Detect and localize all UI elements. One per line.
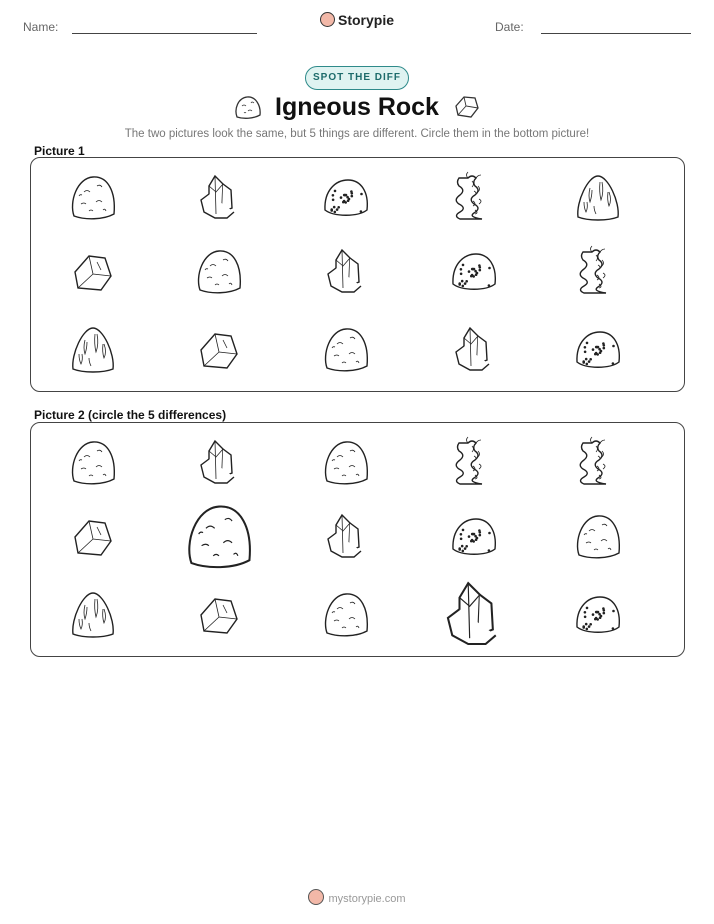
storypie-mascot-icon <box>308 889 324 905</box>
p2-spotted-cone-icon[interactable] <box>73 593 113 637</box>
p1-dotted-icon <box>577 332 619 367</box>
p2-crystal-icon[interactable] <box>201 441 234 483</box>
pebble-icon <box>453 94 481 120</box>
p1-granite-icon <box>199 251 241 293</box>
p2-crystal-icon[interactable] <box>328 515 361 557</box>
picture1-panel <box>30 157 685 392</box>
p1-dotted-icon <box>325 180 367 215</box>
picture2-label: Picture 2 (circle the 5 differences) <box>34 408 227 422</box>
p2-pebble-icon[interactable] <box>75 521 111 555</box>
p2-dotted-icon[interactable] <box>453 519 495 554</box>
p1-lava-icon <box>580 246 606 293</box>
footer <box>0 889 714 905</box>
p2-granite-large-icon[interactable] <box>189 506 250 567</box>
date-label: Date: <box>495 20 524 34</box>
p2-granite-icon[interactable] <box>73 442 115 484</box>
picture1-label: Picture 1 <box>34 144 85 158</box>
footer-url[interactable]: mystorypie.com <box>328 893 406 905</box>
p2-pebble-icon[interactable] <box>201 599 237 633</box>
p2-granite-icon[interactable] <box>578 516 620 558</box>
spot-the-diff-badge: SPOT THE DIFF <box>305 66 409 90</box>
p1-spotted-cone-icon <box>578 176 618 220</box>
p1-pebble-icon <box>75 256 111 290</box>
p1-spotted-cone-icon <box>73 328 113 372</box>
name-label: Name: <box>23 20 59 34</box>
date-field-line[interactable] <box>541 33 691 34</box>
p1-crystal-icon <box>201 176 234 218</box>
p1-granite-icon <box>326 329 368 371</box>
p2-crystal-large-icon[interactable] <box>448 583 496 644</box>
brand-name: Storypie <box>337 12 394 28</box>
p1-crystal-icon <box>328 250 361 292</box>
p2-dotted-icon[interactable] <box>577 597 619 632</box>
p1-pebble-icon <box>201 334 237 368</box>
p1-crystal-icon <box>456 328 489 370</box>
name-field-line[interactable] <box>72 33 257 34</box>
p1-lava-icon <box>456 172 482 219</box>
picture1-grid <box>31 158 686 393</box>
p2-granite-icon[interactable] <box>326 442 368 484</box>
brand-logo <box>0 12 714 28</box>
page-title: Igneous Rock <box>275 93 439 121</box>
picture2-panel[interactable] <box>30 422 685 657</box>
p2-lava-icon[interactable] <box>580 437 606 484</box>
p2-granite-icon[interactable] <box>326 594 368 636</box>
storypie-mascot-icon <box>320 12 335 27</box>
p2-lava-icon[interactable] <box>456 437 482 484</box>
p1-dotted-icon <box>453 254 495 289</box>
instructions: The two pictures look the same, but 5 things are different. Circle them in the bottom picture! <box>124 128 590 140</box>
p1-granite-icon <box>73 177 115 219</box>
picture2-grid <box>31 423 686 658</box>
